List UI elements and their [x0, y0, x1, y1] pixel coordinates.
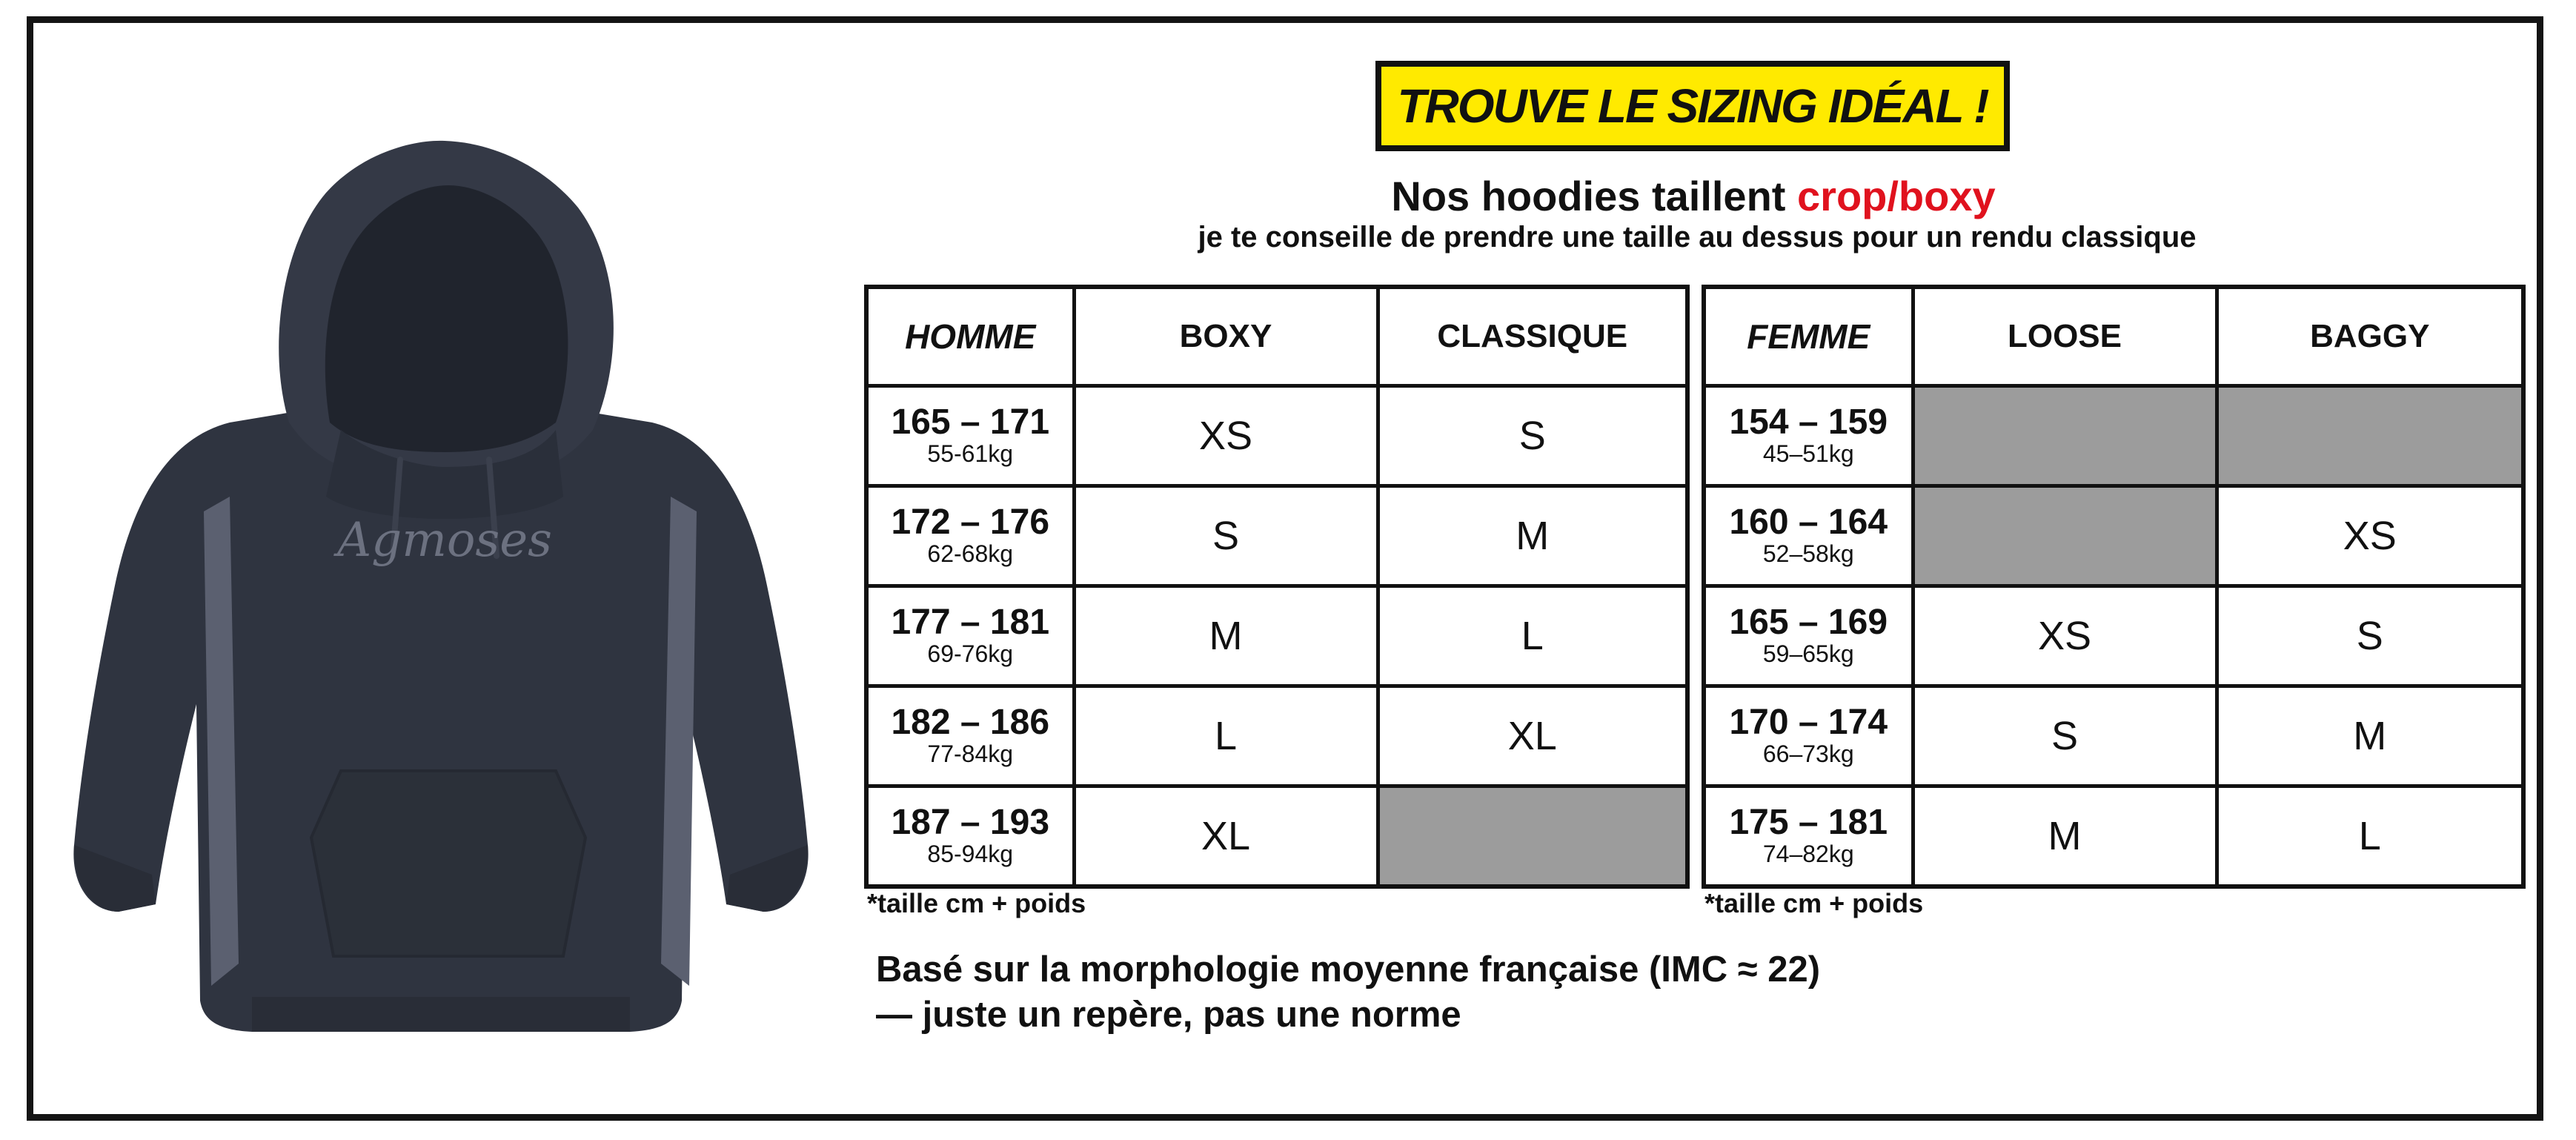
height-range: 187 – 193	[891, 803, 1050, 843]
size-cell: XS	[2217, 486, 2523, 586]
size-cell: S	[1913, 686, 2217, 786]
headline	[1386, 172, 2001, 220]
hoodie-image	[44, 111, 830, 1075]
weight-range: 74–82kg	[1762, 841, 1854, 868]
empty-cell	[1913, 486, 2217, 586]
height-range: 177 – 181	[891, 603, 1050, 643]
footer-line-2	[876, 992, 1820, 1038]
header-femme: FEMME	[1704, 287, 1913, 386]
header-loose: LOOSE	[1913, 287, 2217, 386]
size-table-femme	[1702, 285, 2526, 889]
table-row	[1704, 786, 2523, 887]
height-range: 154 – 159	[1729, 402, 1888, 443]
height-cell	[866, 786, 1074, 887]
weight-range: 66–73kg	[1762, 740, 1854, 768]
header-classique: CLASSIQUE	[1378, 287, 1687, 386]
table-row	[866, 686, 1687, 786]
weight-range: 69-76kg	[927, 640, 1014, 668]
footer-line-2-prefix: — juste un repère,	[876, 995, 1204, 1035]
header-homme: HOMME	[866, 287, 1074, 386]
footer-text	[876, 947, 1820, 1038]
weight-range: 59–65kg	[1762, 640, 1854, 668]
hoodie-logo: Agmoses	[337, 513, 552, 568]
table-row	[866, 786, 1687, 887]
height-cell	[1704, 486, 1913, 586]
homme-note: *taille cm + poids	[867, 888, 1086, 918]
height-range: 175 – 181	[1729, 803, 1888, 843]
weight-range: 62-68kg	[927, 540, 1014, 568]
weight-range: 85-94kg	[927, 841, 1014, 868]
table-header-row	[1704, 287, 2523, 386]
table-header-row	[866, 287, 1687, 386]
size-cell: XS	[1913, 586, 2217, 686]
table-row	[1704, 486, 2523, 586]
table-row	[866, 386, 1687, 486]
weight-range: 55-61kg	[927, 440, 1014, 468]
height-cell	[1704, 386, 1913, 486]
hoodie-pocket	[311, 771, 585, 956]
height-cell	[866, 486, 1074, 586]
empty-cell	[1913, 386, 2217, 486]
table-row	[866, 586, 1687, 686]
table-row	[1704, 586, 2523, 686]
headline-accent: crop/boxy	[1797, 173, 1996, 219]
height-range: 160 – 164	[1729, 503, 1888, 543]
header-boxy: BOXY	[1074, 287, 1378, 386]
height-range: 165 – 169	[1729, 603, 1888, 643]
empty-cell	[1378, 786, 1687, 887]
size-cell: M	[1378, 486, 1687, 586]
footer-line-1: Basé sur la morphologie moyenne française (IMC ≈ 22)	[876, 950, 1821, 990]
empty-cell	[2217, 386, 2523, 486]
size-cell: S	[2217, 586, 2523, 686]
footer-line-2-bold: pas une norme	[1203, 995, 1461, 1035]
height-cell	[866, 586, 1074, 686]
header-baggy: BAGGY	[2217, 287, 2523, 386]
size-cell: M	[1913, 786, 2217, 887]
height-range: 165 – 171	[891, 402, 1050, 443]
height-cell	[866, 386, 1074, 486]
size-cell: M	[2217, 686, 2523, 786]
size-cell: M	[1074, 586, 1378, 686]
height-cell	[1704, 786, 1913, 887]
height-range: 172 – 176	[891, 503, 1050, 543]
size-cell: S	[1378, 386, 1687, 486]
header-banner: TROUVE LE SIZING IDÉAL !	[1375, 61, 2010, 151]
height-range: 182 – 186	[891, 703, 1050, 743]
size-cell: XS	[1074, 386, 1378, 486]
weight-range: 45–51kg	[1762, 440, 1854, 468]
size-table-homme	[864, 285, 1690, 889]
size-cell: L	[1378, 586, 1687, 686]
height-cell	[1704, 686, 1913, 786]
size-cell: L	[1074, 686, 1378, 786]
table-row	[866, 486, 1687, 586]
size-cell: L	[2217, 786, 2523, 887]
femme-note: *taille cm + poids	[1704, 888, 1924, 918]
weight-range: 52–58kg	[1762, 540, 1854, 568]
height-cell	[866, 686, 1074, 786]
size-cell: S	[1074, 486, 1378, 586]
size-cell: XL	[1378, 686, 1687, 786]
headline-prefix: Nos hoodies taillent	[1391, 173, 1797, 219]
table-row	[1704, 386, 2523, 486]
table-row	[1704, 686, 2523, 786]
height-cell	[1704, 586, 1913, 686]
subline: je te conseille de prendre une taille au dessus pour un rendu classique	[1198, 221, 2197, 253]
weight-range: 77-84kg	[927, 740, 1014, 768]
height-range: 170 – 174	[1729, 703, 1888, 743]
size-cell: XL	[1074, 786, 1378, 887]
